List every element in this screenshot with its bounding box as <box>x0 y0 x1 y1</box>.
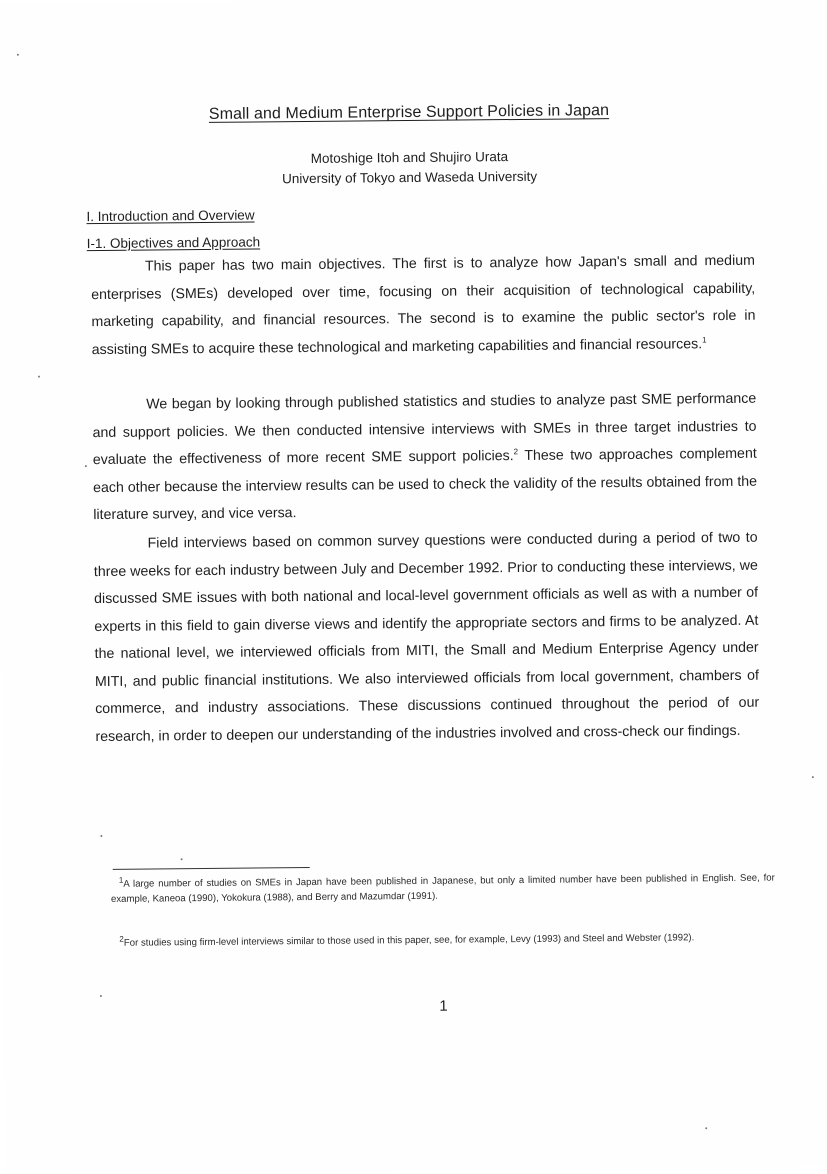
scan-speck <box>181 858 183 860</box>
subsection-heading: I-1. Objectives and Approach <box>86 234 261 252</box>
paragraph-text: This paper has two main objectives. The first is to analyze how Japan's small and medium enterprises (SMEs) developed over time, focusing on their acquisition of technological capability, marketing capability, and financial resources. The second is to examine the public sector's role in assisting SMEs to acquire these technological and marketing capabilities and financial resources. <box>91 252 756 358</box>
footnote-ref: 2 <box>513 447 519 457</box>
footnote-text: A large number of studies on SMEs in Japan have been published in Japanese, but only a limited number have been published in English. See, for example, Kaneoa (1990), Yokokura (1988), and Berry and Mazumdar (1991). <box>110 872 775 905</box>
author-affiliation: University of Tokyo and Waseda University <box>281 168 538 187</box>
page-title: Small and Medium Enterprise Support Policies in Japan <box>208 102 610 123</box>
footnote-marker: 2 <box>119 934 124 944</box>
scan-speck <box>38 376 40 378</box>
paragraph-approach <box>92 386 757 530</box>
paragraph-text-continued: These two approaches complement each other because the interview results can be used to check the validity of the results obtained from the literature survey, and vice versa. <box>92 445 758 524</box>
paragraph-text: Field interviews based on common survey questions were conducted during a period of two to three weeks for each industry between July and December 1992. Prior to conducting these interviews, we discussed SME issues with both national and local-level government officials as well as with a number of experts in this field to gain diverse views and identify the appropriate sectors and firms to be analyzed. At the national level, we interviewed officials from MITI, the Small and Medium Enterprise Agency under MITI, and public financial institutions. We also interviewed officials from local government, chambers of commerce, and industry associations. These discussions continued throughout the period of our research, in order to deepen our understanding of the industries involved and cross-check our findings. <box>93 529 760 745</box>
scan-speck <box>85 465 87 467</box>
scan-speck <box>100 835 102 837</box>
page-number: 1 <box>439 997 448 1015</box>
section-heading: I. Introduction and Overview <box>86 207 255 225</box>
footnote-marker: 1 <box>118 875 124 885</box>
paragraph-field-interviews <box>93 525 759 751</box>
author-names: Motoshige Itoh and Shujiro Urata <box>310 149 509 166</box>
footnote-2 <box>111 930 775 951</box>
footnote-1 <box>111 871 775 907</box>
footnote-divider <box>113 867 310 870</box>
footnote-ref: 1 <box>702 334 707 344</box>
scan-speck <box>17 54 19 56</box>
author-block <box>0 144 823 192</box>
scan-speck <box>100 995 102 997</box>
scan-speck <box>705 1127 707 1129</box>
paragraph-text: We began by looking through published statistics and studies to analyze past SME performance and support policies. We then conducted intensive interviews with SMEs in three target industries to evaluate the effectiveness of more recent SME support policies. <box>92 390 757 469</box>
scan-speck <box>812 776 814 778</box>
paragraph-objectives <box>91 248 756 364</box>
footnote-text: For studies using firm-level interviews similar to those used in this paper, see, for example, Levy (1993) and Steel and Webster (1992). <box>123 932 695 949</box>
